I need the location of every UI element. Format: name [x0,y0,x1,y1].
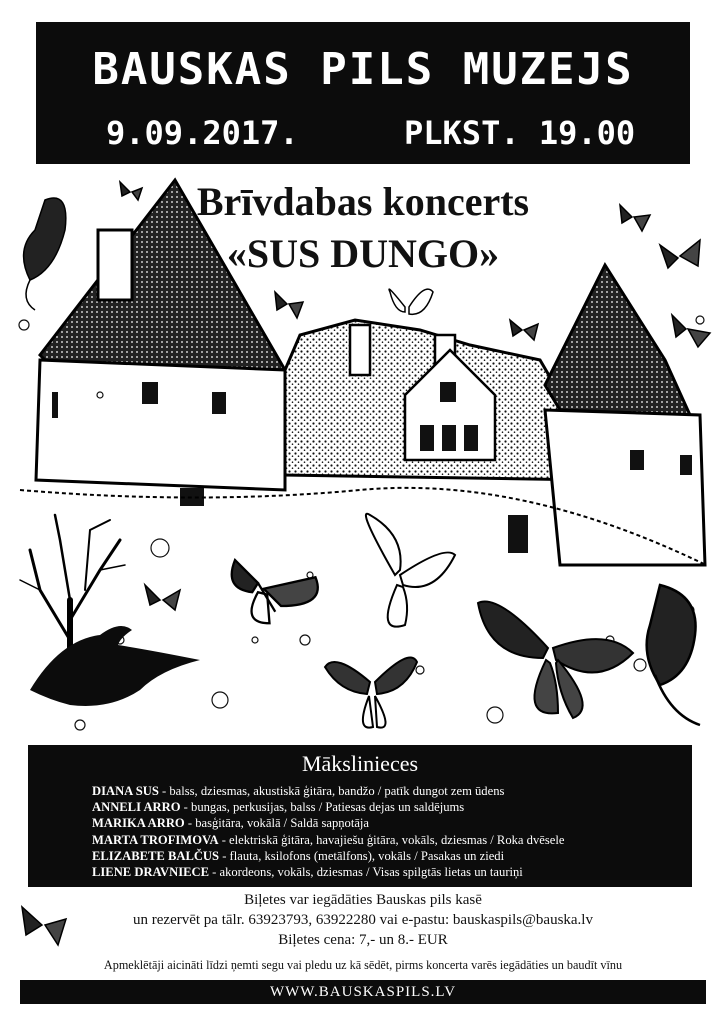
tickets-line-1: Biļetes var iegādāties Bauskas pils kasē [244,892,482,908]
venue-title: BAUSKAS PILS MUZEJS [92,44,634,95]
header-block [36,22,690,164]
event-time: PLKST. 19.00 [404,114,636,152]
performer-details: - elektriskā ģitāra, havajiešu ģitāra, vokāls, dziesmas / Roka dvēsele [218,832,565,847]
performer-name: DIANA SUS [92,784,159,798]
crow-icon [30,626,200,706]
butterfly-icon [145,585,180,610]
performer-item [92,848,682,864]
performer-name: ANNELI ARRO [92,800,181,815]
butterfly-icon [478,601,633,718]
concert-title: Brīvdabas koncerts [196,179,530,224]
tickets-price: Biļetes cena: 7,- un 8.- EUR [278,932,448,948]
performers-list [92,783,682,880]
butterfly-icon [510,320,538,340]
right-tower-roof [545,265,690,415]
performers-heading: Mākslinieces [301,751,419,776]
performer-name: MARTA TROFIMOVA [92,832,219,847]
performer-item [92,832,682,848]
performer-name: LIENE DRAVNIECE [92,865,209,880]
performer-details: - bungas, perkusijas, balss / Patiesas dejas un saldējums [180,800,465,815]
performer-item [92,783,682,799]
visitor-note: Apmeklētāji aicināti līdzi ņemti segu vai pledu uz kā sēdēt, pirms koncerta varēs iegādāties un baudīt vīnu [103,958,623,972]
butterfly-icon [389,289,433,314]
performer-name: MARIKA ARRO [92,816,185,831]
left-tower-body [36,360,285,490]
performer-item [92,799,682,815]
butterfly-icon [366,514,455,627]
performer-details: - akordeons, vokāls, dziesmas / Visas spilgtās lietas un tauriņi [209,865,523,880]
butterfly-icon [232,560,318,623]
performer-item [92,864,682,880]
concert-name: «SUS DUNGO» [226,231,500,276]
performer-item [92,815,682,831]
butterfly-icon [325,658,417,728]
performer-name: ELIZABETE BALČUS [92,848,220,863]
performers-block [28,745,692,887]
performer-details: - balss, dziesmas, akustiskā ģitāra, bandžo / patīk dungot zem ūdens [158,784,505,798]
performer-details: - flauta, ksilofons (metālfons), vokāls / Pasakas un ziedi [219,848,505,863]
event-date: 9.09.2017. [106,114,299,152]
website-link[interactable]: WWW.BAUSKASPILS.LV [269,984,457,1000]
performer-details: - basģitāra, vokālā / Saldā sapņotāja [184,816,370,831]
butterfly-icon [647,585,700,725]
tickets-line-2: un rezervēt pa tālr. 63923793, 63922280 vai e-pastu: bauskaspils@bauska.lv [133,912,593,928]
butterfly-icon [275,292,303,318]
right-tower-body [545,410,705,565]
footer-bar [20,980,706,1004]
